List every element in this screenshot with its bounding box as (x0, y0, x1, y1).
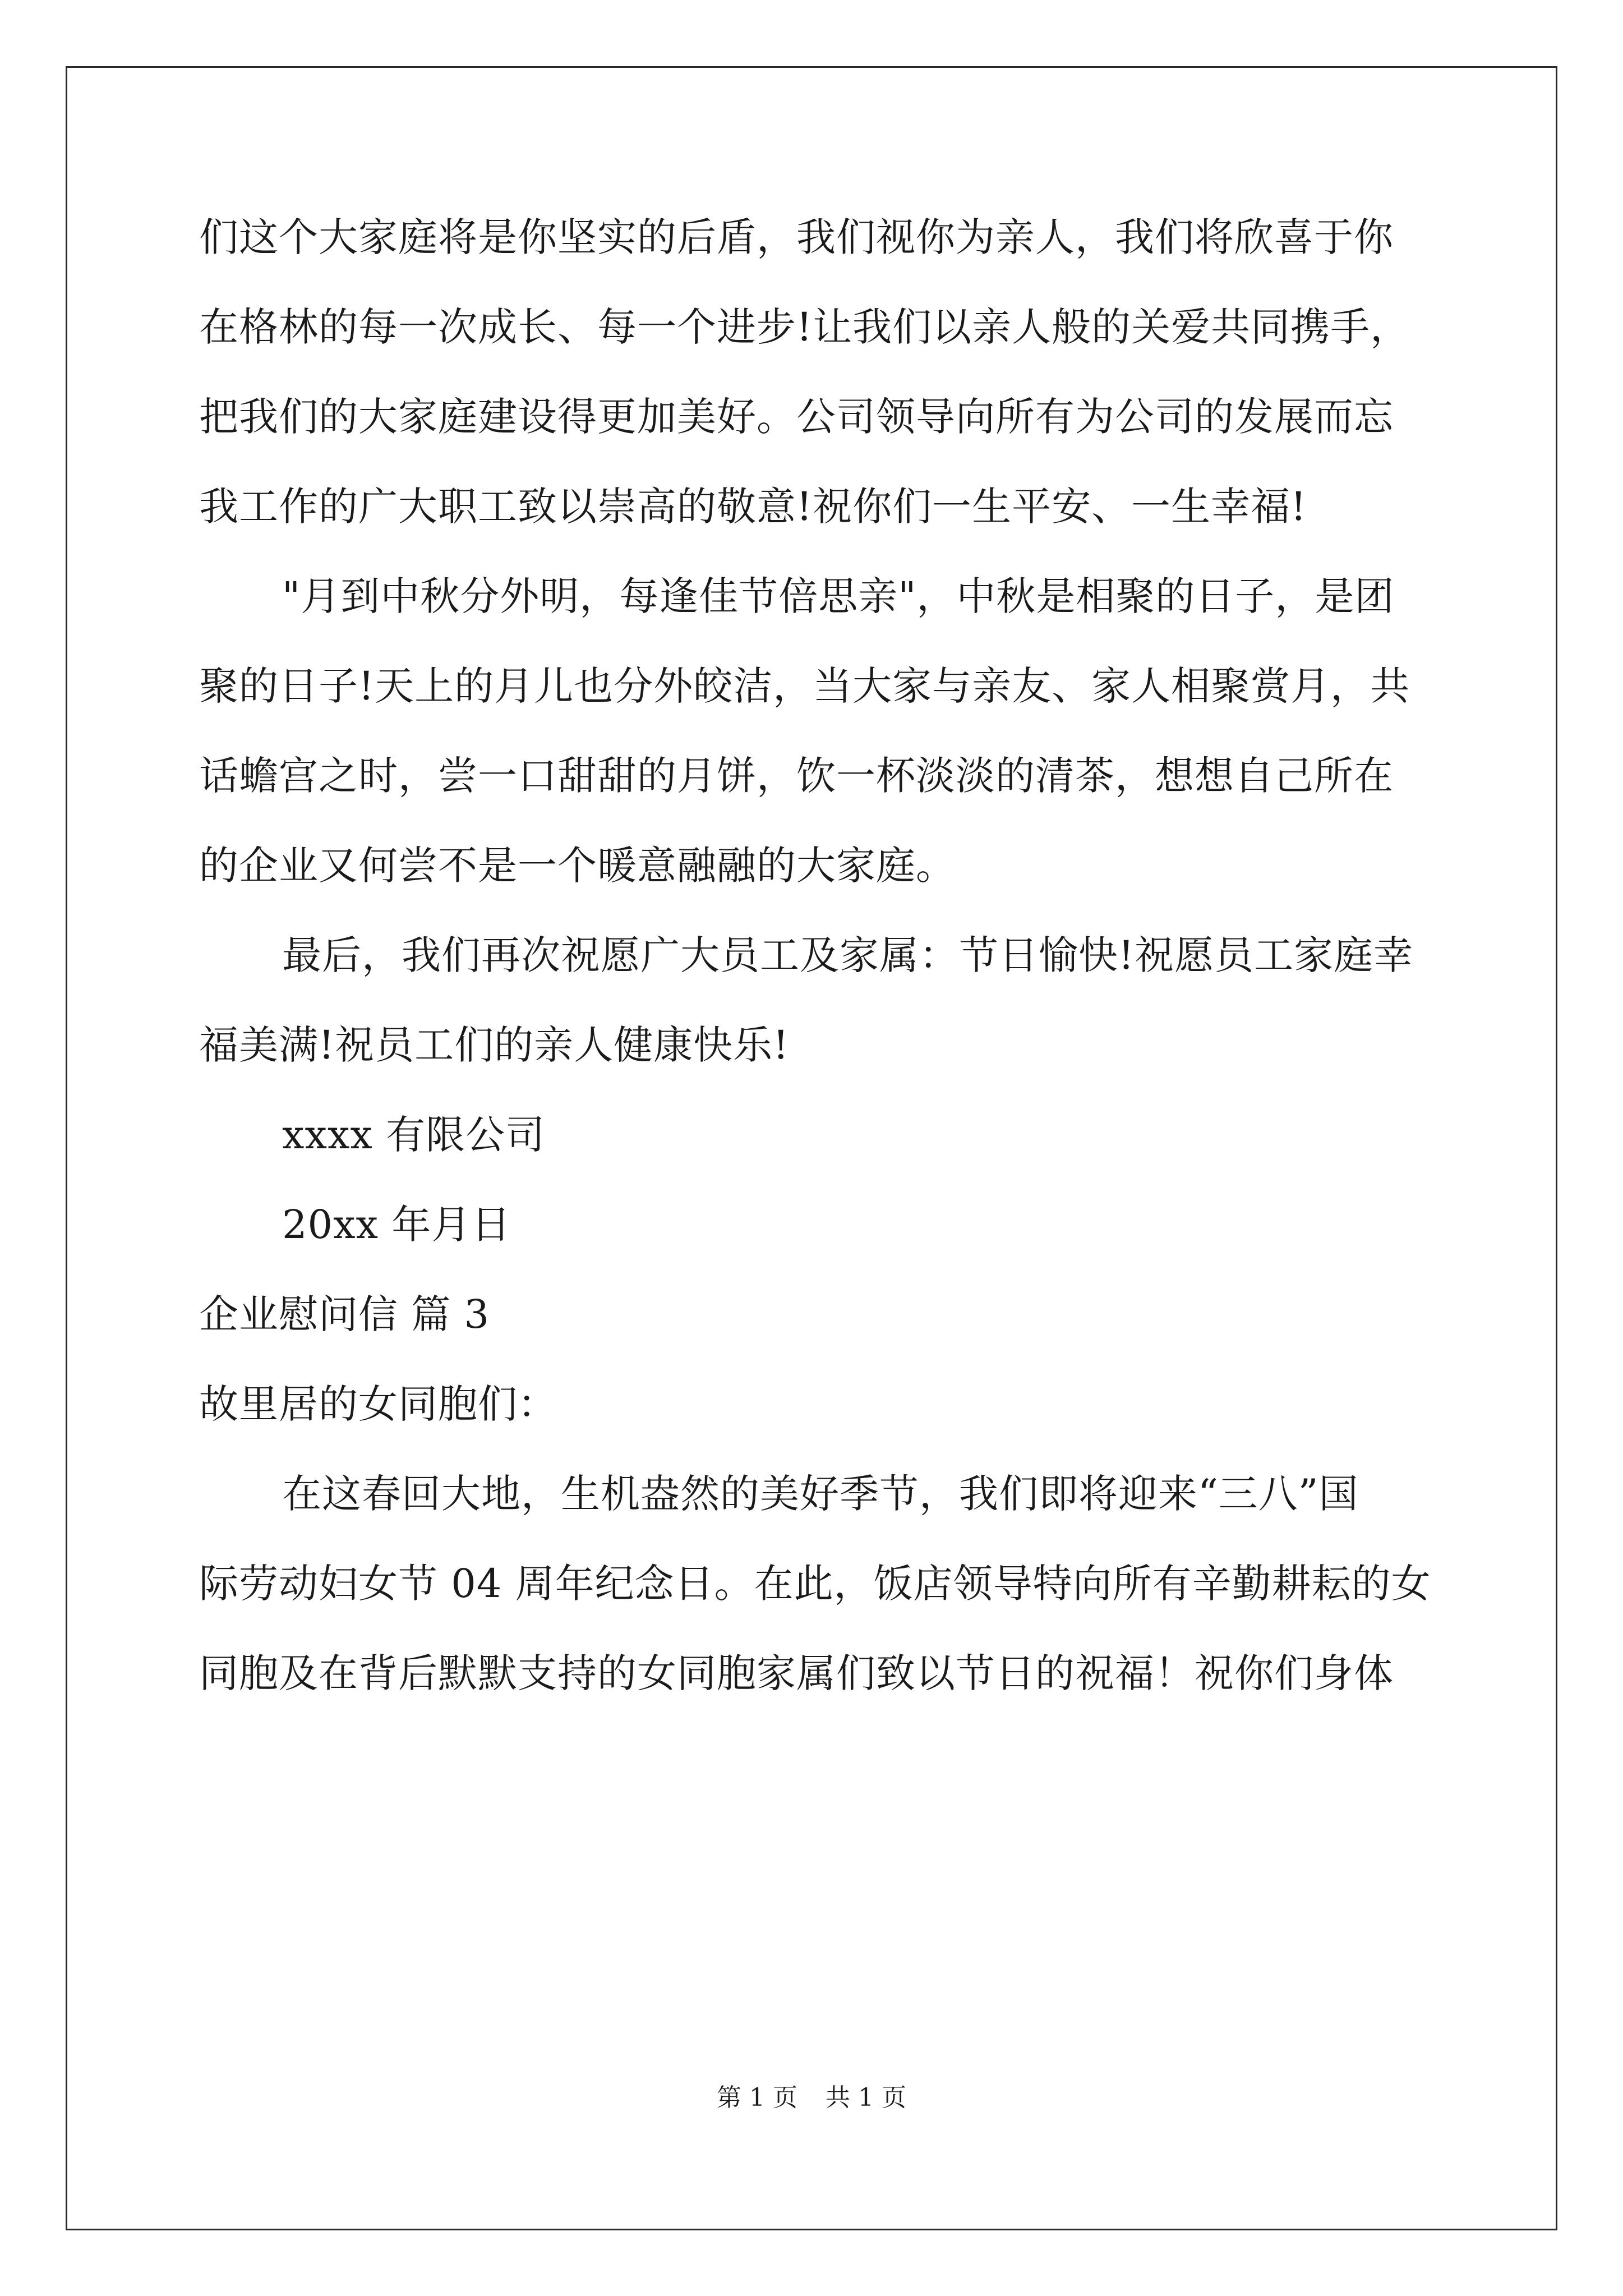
text-line: 同胞及在背后默默支持的女同胞家属们致以节日的祝福！祝你们身体 (199, 1650, 1394, 1696)
page-number: 第 1 页 (717, 2083, 797, 2112)
text-line: 聚的日子!天上的月儿也分外皎洁，当大家与亲友、家人相聚赏月，共 (199, 663, 1410, 709)
salutation: 故里居的女同胞们： (199, 1381, 557, 1427)
text-line: 们这个大家庭将是你坚实的后盾，我们视你为亲人，我们将欣喜于你 (199, 214, 1394, 260)
text-line: 的企业又何尝不是一个暖意融融的大家庭。 (199, 843, 956, 889)
text-line: 我工作的广大职工致以崇高的敬意!祝你们一生平安、一生幸福! (199, 484, 1307, 530)
text-line: 际劳动妇女节 04 周年纪念日。在此，饭店领导特向所有辛勤耕耘的女 (199, 1561, 1431, 1607)
document-body (199, 214, 1431, 1696)
company-signature: xxxx 有限公司 (282, 1112, 546, 1158)
text-line: 最后，我们再次祝愿广大员工及家属：节日愉快!祝愿员工家庭幸 (282, 932, 1414, 978)
page-total: 共 1 页 (826, 2083, 906, 2112)
date-line: 20xx 年月日 (282, 1202, 511, 1248)
section-heading: 企业慰问信 篇 3 (199, 1291, 490, 1337)
text-line: 话蟾宫之时，尝一口甜甜的月饼，饮一杯淡淡的清茶，想想自己所在 (199, 753, 1394, 799)
text-line: 把我们的大家庭建设得更加美好。公司领导向所有为公司的发展而忘 (199, 394, 1394, 440)
text-line: "月到中秋分外明，每逢佳节倍思亲"，中秋是相聚的日子，是团 (282, 573, 1395, 619)
text-line: 在这春回大地，生机盎然的美好季节，我们即将迎来“三八”国 (282, 1471, 1359, 1517)
text-line: 福美满!祝员工们的亲人健康快乐! (199, 1022, 790, 1068)
page-footer (0, 2083, 1623, 2112)
text-line: 在格林的每一次成长、每一个进步!让我们以亲人般的关爱共同携手， (199, 304, 1410, 350)
